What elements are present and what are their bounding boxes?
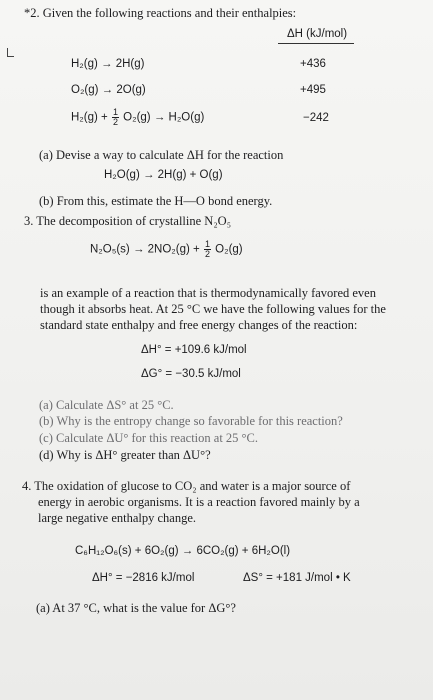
- one-half-fraction: $\frac{1}{2}$: [112, 107, 118, 127]
- q3-para-line-2: though it absorbs heat. At 25 °C we have the following values for the: [40, 302, 386, 316]
- q3-para-line-3: standard state enthalpy and free energy changes of the reaction:: [40, 318, 358, 332]
- q3-title: [24, 214, 231, 229]
- reaction-h2-dissociation: H₂(g) → 2H(g): [71, 58, 145, 70]
- q3-para-line-1: is an example of a reaction that is thermodynamically favored even: [40, 286, 376, 300]
- q3-delta-h: ΔH° = +109.6 kJ/mol: [141, 344, 247, 356]
- enthalpy-column-header: ΔH (kJ/mol): [287, 28, 348, 40]
- q3-delta-g: ΔG° = −30.5 kJ/mol: [141, 368, 241, 380]
- one-half-fraction: $\frac{1}{2}$: [204, 239, 210, 259]
- enthalpy-value-2: +495: [300, 84, 326, 96]
- reaction-water-formation: H₂(g) + $\frac{1}{2}$ O₂(g) → H₂O(g): [71, 107, 205, 127]
- q4-part-a: (a) At 37 °C, what is the value for ΔG°?: [36, 601, 236, 615]
- header-underline: [278, 43, 354, 44]
- margin-check-mark: [7, 48, 14, 57]
- reaction-o2-dissociation: O₂(g) → 2O(g): [71, 84, 146, 96]
- enthalpy-value-3: −242: [303, 112, 329, 124]
- q2-target-reaction: H₂O(g) → 2H(g) + O(g): [104, 169, 223, 181]
- q3-decomposition-equation: N₂O₅(s) → 2NO₂(g) + $\frac{1}{2}$ O₂(g): [90, 239, 243, 259]
- q4-delta-s: ΔS° = +181 J/mol • K: [243, 572, 351, 584]
- q2-prompt: Given the following reactions and their enthalpies:: [42, 6, 297, 20]
- q3-part-d: (d) Why is ΔH° greater than ΔU°?: [39, 448, 211, 462]
- q4-para-line-3: large negative enthalpy change.: [38, 511, 197, 525]
- q3-part-b: (b) Why is the entropy change so favorable for this reaction?: [39, 414, 343, 428]
- q4-delta-h: ΔH° = −2816 kJ/mol: [92, 572, 195, 584]
- q3-prompt: The decomposition of crystalline N₂O₅: [36, 214, 232, 228]
- q2-number: *2.: [24, 6, 40, 20]
- q3-number: 3.: [24, 214, 34, 228]
- q4-para-line-1: 4. The oxidation of glucose to CO₂ and water is a major source of: [22, 479, 351, 493]
- q4-number: 4.: [22, 479, 32, 493]
- q2-part-a: (a) Devise a way to calculate ΔH for the reaction: [39, 148, 284, 162]
- q4-para-line-2: energy in aerobic organisms. It is a reaction favored mainly by a: [38, 495, 360, 509]
- q4-glucose-oxidation-equation: C₆H₁₂O₆(s) + 6O₂(g) → 6CO₂(g) + 6H₂O(l): [75, 545, 291, 557]
- q3-part-a: (a) Calculate ΔS° at 25 °C.: [39, 398, 174, 412]
- enthalpy-value-1: +436: [300, 58, 326, 70]
- q2-part-b: (b) From this, estimate the H—O bond energy.: [39, 194, 273, 208]
- q2-title: [24, 6, 296, 21]
- q3-part-c: (c) Calculate ΔU° for this reaction at 25 °C.: [39, 431, 259, 445]
